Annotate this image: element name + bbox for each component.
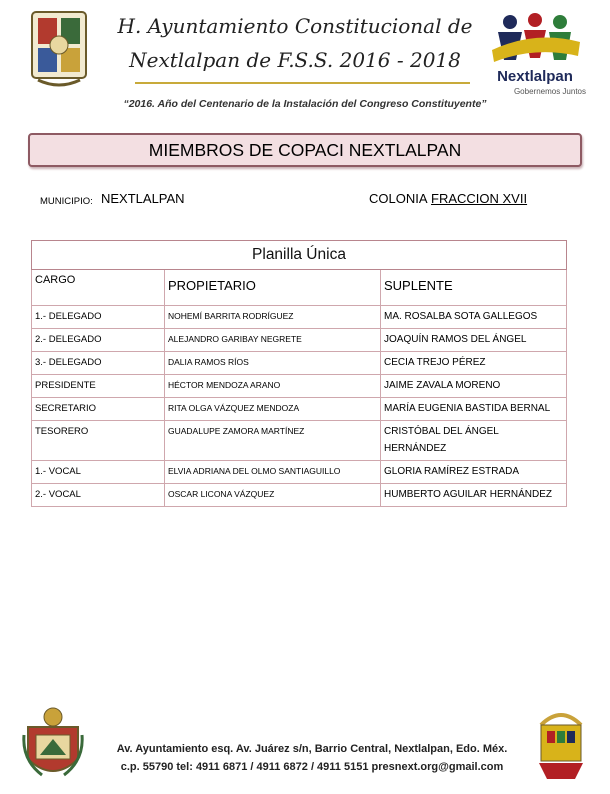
table-row [32, 352, 567, 375]
propietario-cell: DALIA RAMOS RÍOS [165, 352, 381, 375]
header-divider [135, 82, 470, 84]
cargo-cell: 2.- VOCAL [32, 484, 165, 507]
municipio-value: NEXTLALPAN [101, 191, 185, 206]
suplente-cell: GLORIA RAMÍREZ ESTRADA [381, 461, 567, 484]
table-row [32, 375, 567, 398]
table-header-row [32, 270, 567, 306]
municipio-label: MUNICIPIO: [40, 196, 93, 207]
colonia-label: COLONIA [369, 191, 428, 206]
footer-address: Av. Ayuntamiento esq. Av. Juárez s/n, Barrio Central, Nextlalpan, Edo. Méx. [116, 743, 508, 755]
column-header-propietario: PROPIETARIO [165, 270, 381, 306]
table-row [32, 484, 567, 507]
propietario-cell: ELVIA ADRIANA DEL OLMO SANTIAGUILLO [165, 461, 381, 484]
table-row [32, 398, 567, 421]
propietario-cell: ALEJANDRO GARIBAY NEGRETE [165, 329, 381, 352]
document-title: MIEMBROS DE COPACI NEXTLALPAN [148, 140, 462, 160]
suplente-cell: CRISTÓBAL DEL ÁNGEL HERNÁNDEZ [381, 421, 567, 461]
suplente-cell: JAIME ZAVALA MORENO [381, 375, 567, 398]
suplente-cell: MA. ROSALBA SOTA GALLEGOS [381, 306, 567, 329]
footer-contact: c.p. 55790 tel: 4911 6871 / 4911 6872 / 4911 5151 presnext.org@gmail.com [120, 761, 504, 773]
suplente-cell: CECIA TREJO PÉREZ [381, 352, 567, 375]
propietario-cell: NOHEMÍ BARRITA RODRÍGUEZ [165, 306, 381, 329]
cargo-cell: 3.- DELEGADO [32, 352, 165, 375]
table-row [32, 421, 567, 461]
header-motto: “2016. Año del Centenario de la Instalación del Congreso Constituyente” [123, 98, 487, 110]
document-banner [28, 133, 582, 167]
propietario-cell: GUADALUPE ZAMORA MARTÍNEZ [165, 421, 381, 461]
logo-slogan: Gobernemos Juntos [513, 87, 586, 96]
planilla-title: Planilla Única [32, 241, 567, 270]
cargo-cell: 2.- DELEGADO [32, 329, 165, 352]
footer-emblem-logo [535, 705, 587, 785]
column-header-cargo: CARGO [32, 270, 165, 306]
cargo-cell: SECRETARIO [32, 398, 165, 421]
state-crest-logo [22, 705, 84, 785]
suplente-cell: JOAQUÍN RAMOS DEL ÁNGEL [381, 329, 567, 352]
colonia-value: FRACCION XVII [431, 191, 528, 206]
municipal-crest-logo [30, 10, 88, 90]
logo-name: Nextlalpan [497, 68, 573, 85]
propietario-cell: HÉCTOR MENDOZA ARANO [165, 375, 381, 398]
header-title-line-2: Nextlalpan de F.S.S. 2016 - 2018 [129, 48, 461, 72]
propietario-cell: OSCAR LICONA VÁZQUEZ [165, 484, 381, 507]
table-row [32, 461, 567, 484]
column-header-suplente: SUPLENTE [381, 270, 567, 306]
suplente-cell: MARÍA EUGENIA BASTIDA BERNAL [381, 398, 567, 421]
planilla-table [31, 240, 567, 507]
suplente-cell: HUMBERTO AGUILAR HERNÁNDEZ [381, 484, 567, 507]
table-row [32, 306, 567, 329]
nextlalpan-logo [480, 10, 590, 100]
logo-people-icon [480, 10, 590, 68]
cargo-cell: 1.- DELEGADO [32, 306, 165, 329]
table-row [32, 329, 567, 352]
header-title-line-1: H. Ayuntamiento Constitucional de [117, 14, 473, 38]
cargo-cell: 1.- VOCAL [32, 461, 165, 484]
propietario-cell: RITA OLGA VÁZQUEZ MENDOZA [165, 398, 381, 421]
cargo-cell: TESORERO [32, 421, 165, 461]
cargo-cell: PRESIDENTE [32, 375, 165, 398]
